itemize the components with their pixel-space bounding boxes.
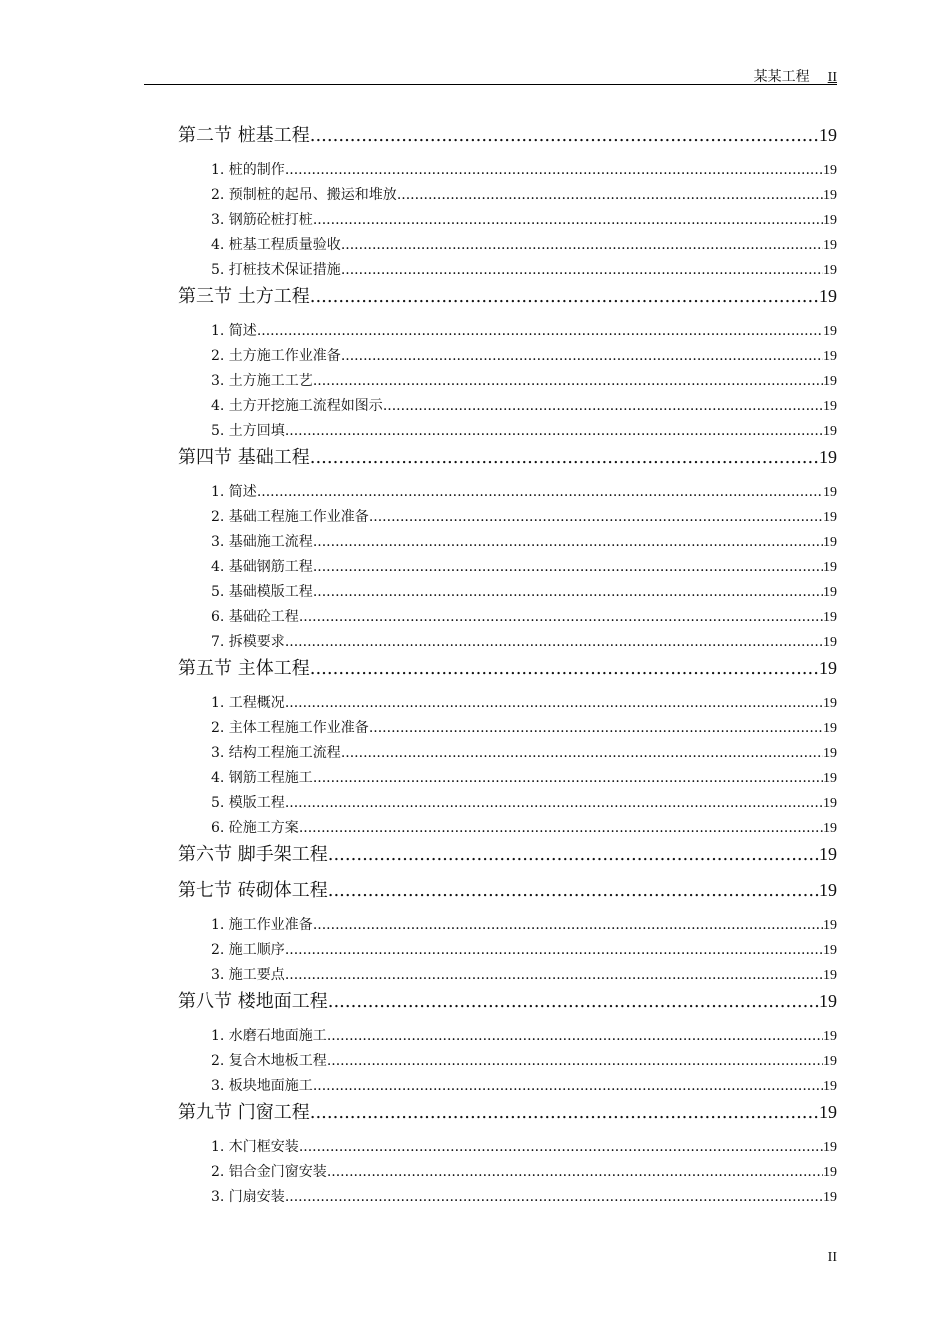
toc-item-entry[interactable] — [178, 1049, 837, 1074]
toc-item-page: 19 — [823, 771, 837, 786]
toc-item-title: 4. 基础钢筋工程 — [211, 559, 313, 575]
toc-section-title: 第四节 基础工程 — [178, 447, 310, 468]
toc-item-page: 19 — [823, 796, 837, 811]
toc-item-page: 19 — [823, 535, 837, 550]
toc-leader-dots — [313, 580, 823, 605]
toc-section-entry[interactable] — [178, 444, 837, 471]
toc-leader-dots — [310, 122, 819, 149]
toc-leader-dots — [257, 480, 823, 505]
toc-item-entry[interactable] — [178, 530, 837, 555]
toc-section-page: 19 — [819, 880, 837, 900]
toc-leader-dots — [257, 319, 823, 344]
toc-item-page: 19 — [823, 510, 837, 525]
toc-item-entry[interactable] — [178, 716, 837, 741]
toc-item-page: 19 — [823, 424, 837, 439]
toc-item-title: 1. 水磨石地面施工 — [211, 1028, 327, 1044]
toc-leader-dots — [369, 505, 823, 530]
toc-leader-dots — [285, 630, 823, 655]
toc-item-page: 19 — [823, 1165, 837, 1180]
toc-item-title: 3. 门扇安装 — [211, 1189, 285, 1205]
toc-section-entry[interactable] — [178, 655, 837, 682]
toc-item-page: 19 — [823, 1140, 837, 1155]
toc-item-entry[interactable] — [178, 766, 837, 791]
toc-item-page: 19 — [823, 399, 837, 414]
toc-item-title: 5. 打桩技术保证措施 — [211, 262, 341, 278]
toc-item-title: 2. 施工顺序 — [211, 942, 285, 958]
toc-leader-dots — [310, 283, 819, 310]
toc-section-title: 第七节 砖砌体工程 — [178, 880, 328, 901]
toc-item-page: 19 — [823, 943, 837, 958]
toc-section-entry[interactable] — [178, 988, 837, 1015]
toc-item-entry[interactable] — [178, 233, 837, 258]
toc-item-page: 19 — [823, 635, 837, 650]
toc-item-page: 19 — [823, 188, 837, 203]
toc-section-page: 19 — [819, 658, 837, 678]
toc-item-entry[interactable] — [178, 394, 837, 419]
toc-item-page: 19 — [823, 918, 837, 933]
toc-item-title: 3. 钢筋砼桩打桩 — [211, 212, 313, 228]
toc-item-entry[interactable] — [178, 158, 837, 183]
toc-item-entry[interactable] — [178, 1074, 837, 1099]
toc-item-page: 19 — [823, 213, 837, 228]
toc-item-entry[interactable] — [178, 963, 837, 988]
toc-item-entry[interactable] — [178, 580, 837, 605]
toc-leader-dots — [299, 605, 823, 630]
toc-item-page: 19 — [823, 1029, 837, 1044]
toc-leader-dots — [285, 1185, 823, 1210]
toc-section-title: 第六节 脚手架工程 — [178, 844, 328, 865]
toc-item-page: 19 — [823, 585, 837, 600]
toc-leader-dots — [341, 258, 823, 283]
toc-item-page: 19 — [823, 721, 837, 736]
toc-leader-dots — [313, 1074, 823, 1099]
toc-item-entry[interactable] — [178, 319, 837, 344]
toc-item-title: 2. 铝合金门窗安装 — [211, 1164, 327, 1180]
toc-item-title: 2. 土方施工作业准备 — [211, 348, 341, 364]
toc-item-title: 5. 土方回填 — [211, 423, 285, 439]
toc-section-entry[interactable] — [178, 841, 837, 868]
footer-page-number: II — [827, 1250, 837, 1265]
toc-item-page: 19 — [823, 696, 837, 711]
toc-leader-dots — [341, 344, 823, 369]
header-title: 某某工程 — [753, 69, 810, 85]
toc-item-page: 19 — [823, 968, 837, 983]
toc-leader-dots — [327, 1024, 823, 1049]
toc-item-entry[interactable] — [178, 938, 837, 963]
toc-item-title: 6. 砼施工方案 — [211, 820, 299, 836]
toc-item-entry[interactable] — [178, 1160, 837, 1185]
toc-item-title: 2. 主体工程施工作业准备 — [211, 720, 369, 736]
toc-section-entry[interactable] — [178, 122, 837, 149]
toc-section-title: 第三节 土方工程 — [178, 286, 310, 307]
toc-section-title: 第九节 门窗工程 — [178, 1102, 310, 1123]
toc-item-title: 1. 施工作业准备 — [211, 917, 313, 933]
toc-item-entry[interactable] — [178, 480, 837, 505]
toc-item-title: 1. 桩的制作 — [211, 162, 285, 178]
toc-section-page: 19 — [819, 447, 837, 467]
toc-item-title: 2. 预制桩的起吊、搬运和堆放 — [211, 187, 397, 203]
toc-item-entry[interactable] — [178, 816, 837, 841]
toc-section-page: 19 — [819, 125, 837, 145]
toc-item-entry[interactable] — [178, 913, 837, 938]
toc-leader-dots — [369, 716, 823, 741]
toc-item-entry[interactable] — [178, 258, 837, 283]
toc-leader-dots — [313, 913, 823, 938]
toc-item-entry[interactable] — [178, 555, 837, 580]
toc-leader-dots — [285, 791, 823, 816]
toc-leader-dots — [327, 1160, 823, 1185]
toc-leader-dots — [310, 444, 819, 471]
header-right — [754, 66, 837, 86]
toc-item-title: 1. 简述 — [211, 323, 257, 339]
toc-leader-dots — [285, 158, 823, 183]
toc-leader-dots — [341, 741, 823, 766]
toc-item-page: 19 — [823, 1079, 837, 1094]
toc-item-entry[interactable] — [178, 369, 837, 394]
toc-leader-dots — [285, 963, 823, 988]
toc-item-title: 7. 拆模要求 — [211, 634, 285, 650]
toc-item-entry[interactable] — [178, 1024, 837, 1049]
toc-item-entry[interactable] — [178, 791, 837, 816]
toc-item-entry[interactable] — [178, 691, 837, 716]
toc-item-page: 19 — [823, 485, 837, 500]
toc-item-page: 19 — [823, 163, 837, 178]
toc-leader-dots — [313, 530, 823, 555]
toc-item-title: 5. 基础模版工程 — [211, 584, 313, 600]
page-header — [144, 62, 837, 85]
toc-item-page: 19 — [823, 349, 837, 364]
toc-item-page: 19 — [823, 610, 837, 625]
toc-item-title: 1. 木门框安装 — [211, 1139, 299, 1155]
toc-item-entry[interactable] — [178, 208, 837, 233]
toc-section-title: 第八节 楼地面工程 — [178, 991, 328, 1012]
toc-item-entry[interactable] — [178, 344, 837, 369]
toc-leader-dots — [285, 419, 823, 444]
toc-item-title: 4. 钢筋工程施工 — [211, 770, 313, 786]
toc-item-entry[interactable] — [178, 605, 837, 630]
toc-leader-dots — [383, 394, 823, 419]
toc-item-page: 19 — [823, 324, 837, 339]
toc-item-title: 4. 土方开挖施工流程如图示 — [211, 398, 383, 414]
toc-leader-dots — [313, 208, 823, 233]
toc-leader-dots — [328, 988, 819, 1015]
toc-item-page: 19 — [823, 746, 837, 761]
toc-leader-dots — [299, 1135, 823, 1160]
toc-item-title: 3. 土方施工工艺 — [211, 373, 313, 389]
toc-item-entry[interactable] — [178, 741, 837, 766]
toc-leader-dots — [313, 555, 823, 580]
toc-leader-dots — [341, 233, 823, 258]
toc-item-title: 2. 复合木地板工程 — [211, 1053, 327, 1069]
table-of-contents — [178, 122, 837, 1210]
header-page-number: II — [827, 70, 837, 85]
toc-item-page: 19 — [823, 238, 837, 253]
toc-item-title: 5. 模版工程 — [211, 795, 285, 811]
toc-item-page: 19 — [823, 560, 837, 575]
toc-item-page: 19 — [823, 374, 837, 389]
toc-item-page: 19 — [823, 1054, 837, 1069]
toc-section-page: 19 — [819, 1102, 837, 1122]
toc-leader-dots — [299, 816, 823, 841]
toc-item-page: 19 — [823, 821, 837, 836]
toc-item-entry[interactable] — [178, 630, 837, 655]
toc-item-page: 19 — [823, 263, 837, 278]
toc-item-entry[interactable] — [178, 505, 837, 530]
toc-item-entry[interactable] — [178, 1135, 837, 1160]
toc-section-entry[interactable] — [178, 1099, 837, 1126]
toc-leader-dots — [328, 841, 819, 868]
toc-item-title: 6. 基础砼工程 — [211, 609, 299, 625]
toc-item-title: 1. 工程概况 — [211, 695, 285, 711]
toc-item-title: 4. 桩基工程质量验收 — [211, 237, 341, 253]
toc-section-page: 19 — [819, 991, 837, 1011]
toc-section-page: 19 — [819, 286, 837, 306]
toc-item-entry[interactable] — [178, 419, 837, 444]
toc-leader-dots — [285, 938, 823, 963]
toc-section-entry[interactable] — [178, 877, 837, 904]
toc-section-page: 19 — [819, 844, 837, 864]
toc-leader-dots — [313, 766, 823, 791]
toc-leader-dots — [285, 691, 823, 716]
toc-item-title: 2. 基础工程施工作业准备 — [211, 509, 369, 525]
toc-section-title: 第五节 主体工程 — [178, 658, 310, 679]
toc-item-entry[interactable] — [178, 1185, 837, 1210]
toc-item-title: 3. 板块地面施工 — [211, 1078, 313, 1094]
toc-section-entry[interactable] — [178, 283, 837, 310]
toc-leader-dots — [313, 369, 823, 394]
toc-item-title: 3. 基础施工流程 — [211, 534, 313, 550]
toc-item-title: 3. 施工要点 — [211, 967, 285, 983]
toc-leader-dots — [310, 1099, 819, 1126]
toc-item-entry[interactable] — [178, 183, 837, 208]
toc-item-title: 1. 简述 — [211, 484, 257, 500]
toc-leader-dots — [327, 1049, 823, 1074]
toc-leader-dots — [328, 877, 819, 904]
toc-item-page: 19 — [823, 1190, 837, 1205]
toc-section-title: 第二节 桩基工程 — [178, 125, 310, 146]
toc-item-title: 3. 结构工程施工流程 — [211, 745, 341, 761]
toc-leader-dots — [397, 183, 823, 208]
toc-leader-dots — [310, 655, 819, 682]
